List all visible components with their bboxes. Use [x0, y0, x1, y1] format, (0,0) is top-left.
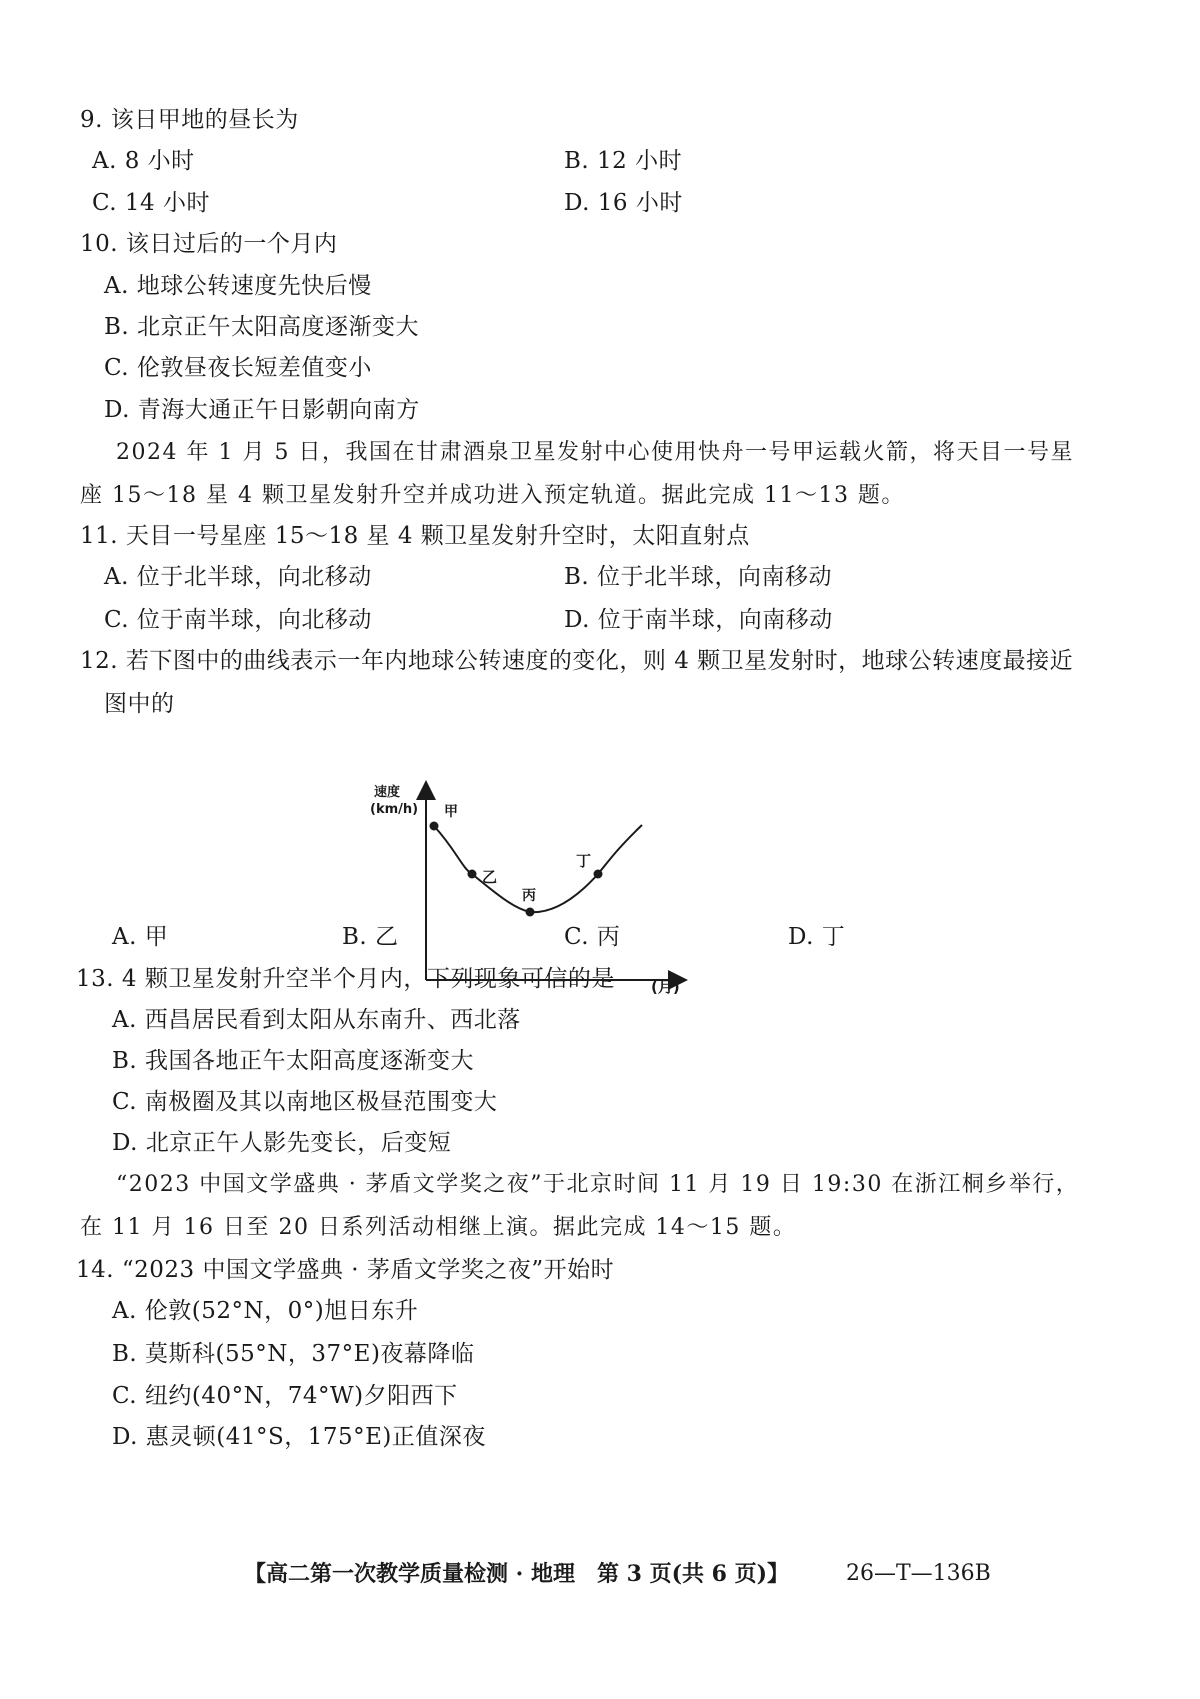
point-yi-label: 乙 [482, 868, 498, 886]
passage-2-line-2: 在 11 月 16 日至 20 日系列活动相继上演。据此完成 14～15 题。 [80, 1215, 797, 1240]
question-9-stem: 9. 该日甲地的昼长为 [80, 107, 299, 133]
question-9-option-c: C. 14 小时 [92, 190, 210, 216]
question-12-option-d: D. 丁 [788, 924, 846, 950]
point-ding-label: 丁 [576, 852, 592, 870]
question-11-option-c: C. 位于南半球，向北移动 [104, 607, 372, 633]
point-bing-label: 丙 [522, 888, 536, 904]
question-14-option-a: A. 伦敦(52°N，0°)旭日东升 [112, 1298, 419, 1324]
question-9-option-b: B. 12 小时 [564, 148, 683, 174]
point-ding-marker [594, 870, 603, 879]
question-10-option-c: C. 伦敦昼夜长短差值变小 [104, 355, 372, 381]
question-12-option-a: A. 甲 [112, 924, 169, 950]
point-yi-marker [468, 870, 477, 879]
question-9-option-a: A. 8 小时 [92, 148, 195, 174]
point-bing-marker [526, 908, 535, 917]
page-footer-code: 26—T—136B [846, 1561, 991, 1586]
question-12-option-c: C. 丙 [564, 924, 621, 950]
y-axis-label-line-1: 速度 [374, 785, 401, 800]
question-11-option-b: B. 位于北半球，向南移动 [564, 564, 833, 590]
passage-1-line-1: 2024 年 1 月 5 日，我国在甘肃酒泉卫星发射中心使用快舟一号甲运载火箭，将天目一号星 [116, 440, 1074, 465]
question-11-option-d: D. 位于南半球，向南移动 [564, 607, 833, 633]
question-10-option-d: D. 青海大通正午日影朝向南方 [104, 397, 420, 423]
question-14-option-b: B. 莫斯科(55°N，37°E)夜幕降临 [112, 1341, 475, 1367]
question-12-option-b: B. 乙 [342, 924, 399, 950]
question-13-option-b: B. 我国各地正午太阳高度逐渐变大 [112, 1048, 475, 1074]
y-axis-label-line-2: (km/h) [370, 802, 419, 817]
passage-1-line-2: 座 15～18 星 4 颗卫星发射升空并成功进入预定轨道。据此完成 11～13 题。 [80, 483, 905, 508]
question-10-option-b: B. 北京正午太阳高度逐渐变大 [104, 314, 420, 340]
question-13-stem: 13. 4 颗卫星发射升空半个月内，下列现象可信的是 [76, 966, 615, 992]
question-9-option-d: D. 16 小时 [564, 190, 683, 216]
question-14-stem: 14. “2023 中国文学盛典 · 茅盾文学奖之夜”开始时 [76, 1257, 615, 1283]
x-axis-label: (月) [651, 978, 680, 996]
question-14-option-c: C. 纽约(40°N，74°W)夕阳西下 [112, 1383, 458, 1409]
passage-2-line-1: “2023 中国文学盛典 · 茅盾文学奖之夜”于北京时间 11 月 19 日 19:30 在浙江桐乡举行， [116, 1172, 1080, 1197]
question-13-option-a: A. 西昌居民看到太阳从东南升、西北落 [112, 1007, 521, 1033]
question-11-stem: 11. 天目一号星座 15～18 星 4 颗卫星发射升空时，太阳直射点 [80, 523, 750, 549]
question-14-option-d: D. 惠灵顿(41°S，175°E)正值深夜 [112, 1424, 486, 1450]
page-footer-title: 【高二第一次教学质量检测 · 地理 第 3 页(共 6 页)】 [244, 1561, 790, 1587]
question-11-option-a: A. 位于北半球，向北移动 [104, 564, 372, 590]
point-jia-label: 甲 [444, 804, 458, 820]
question-12-stem-line-1: 12. 若下图中的曲线表示一年内地球公转速度的变化，则 4 颗卫星发射时，地球公转速度最接近 [80, 648, 1074, 674]
point-jia-marker [430, 822, 439, 831]
question-10-stem: 10. 该日过后的一个月内 [80, 231, 338, 257]
question-13-option-d: D. 北京正午人影先变长，后变短 [112, 1130, 452, 1156]
question-12-stem-line-2: 图中的 [104, 691, 175, 717]
question-13-option-c: C. 南极圈及其以南地区极昼范围变大 [112, 1089, 498, 1115]
question-10-option-a: A. 地球公转速度先快后慢 [104, 273, 372, 299]
speed-curve [434, 825, 642, 912]
